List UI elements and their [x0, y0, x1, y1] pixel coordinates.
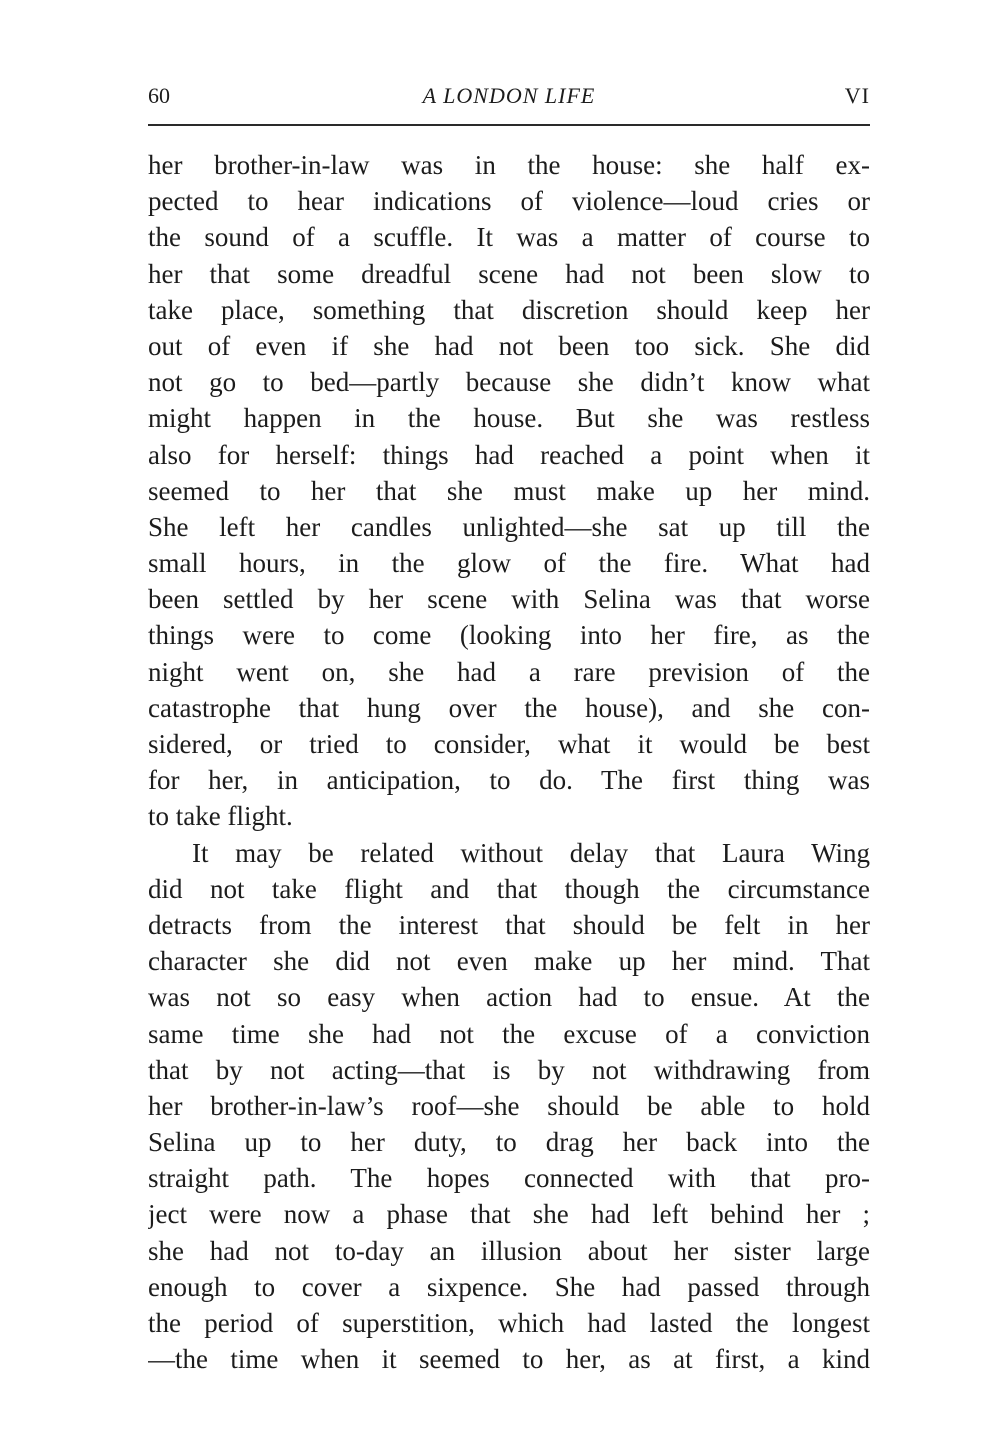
text-line: been settled by her scene with Selina was that worse [148, 584, 870, 615]
text-line: night went on, she had a rare prevision of the [148, 656, 870, 687]
text-line: straight path. The hopes connected with that pro- [148, 1163, 870, 1194]
text-line: sidered, or tried to consider, what it would be best [148, 729, 870, 759]
chapter-number: VI [844, 83, 870, 108]
text-line: was not so easy when action had to ensue. At the [148, 982, 870, 1013]
text-line: her that some dreadful scene had not been slow to [148, 258, 870, 289]
text-line: she had not to-day an illusion about her sister large [148, 1235, 870, 1266]
text-line: character she did not even make up her mind. That [148, 946, 870, 977]
text-line: small hours, in the glow of the fire. What had [148, 548, 870, 579]
text-line: catastrophe that hung over the house), and she con- [148, 692, 870, 723]
text-line: might happen in the house. But she was restless [148, 403, 870, 434]
page-number: 60 [148, 83, 170, 108]
text-line: same time she had not the excuse of a conviction [148, 1018, 870, 1049]
paragraph-1 [148, 147, 870, 835]
text-line: not go to bed—partly because she didn’t know what [148, 367, 870, 398]
text-line: pected to hear indications of violence—loud cries or [148, 186, 870, 217]
text-line: —the time when it seemed to her, as at first, a kind [148, 1344, 870, 1375]
text-line: out of even if she had not been too sick. She did [148, 330, 870, 361]
text-line: her brother-in-law was in the house: she half ex- [148, 150, 870, 180]
text-line: to take flight. [148, 801, 293, 832]
text-line: that by not acting—that is by not withdrawing from [148, 1054, 870, 1085]
text-line: the period of superstition, which had lasted the longest [148, 1308, 870, 1338]
book-title: A LONDON LIFE [422, 83, 596, 108]
text-line: She left her candles unlighted—she sat up till the [148, 511, 870, 542]
text-line: seemed to her that she must make up her mind. [148, 475, 870, 506]
body-text [148, 147, 870, 1377]
text-line: detracts from the interest that should be felt in her [148, 909, 870, 940]
text-line: ject were now a phase that she had left behind her ; [148, 1199, 870, 1230]
text-line: It may be related without delay that Laura Wing [192, 837, 870, 868]
text-line: for her, in anticipation, to do. The first thing was [148, 765, 870, 796]
text-line: also for herself: things had reached a point when it [148, 439, 870, 470]
text-line: did not take flight and that though the circumstance [148, 873, 870, 904]
text-line: her brother-in-law’s roof—she should be able to hold [148, 1090, 870, 1121]
text-line: things were to come (looking into her fire, as the [148, 620, 870, 651]
paragraph-2 [148, 835, 870, 1378]
header-rule [148, 124, 870, 126]
text-line: Selina up to her duty, to drag her back into the [148, 1127, 870, 1158]
text-line: enough to cover a sixpence. She had passed through [148, 1271, 870, 1302]
text-line: take place, something that discretion should keep her [148, 294, 870, 325]
running-head [148, 80, 870, 112]
text-line: the sound of a scuffle. It was a matter of course to [148, 222, 870, 253]
